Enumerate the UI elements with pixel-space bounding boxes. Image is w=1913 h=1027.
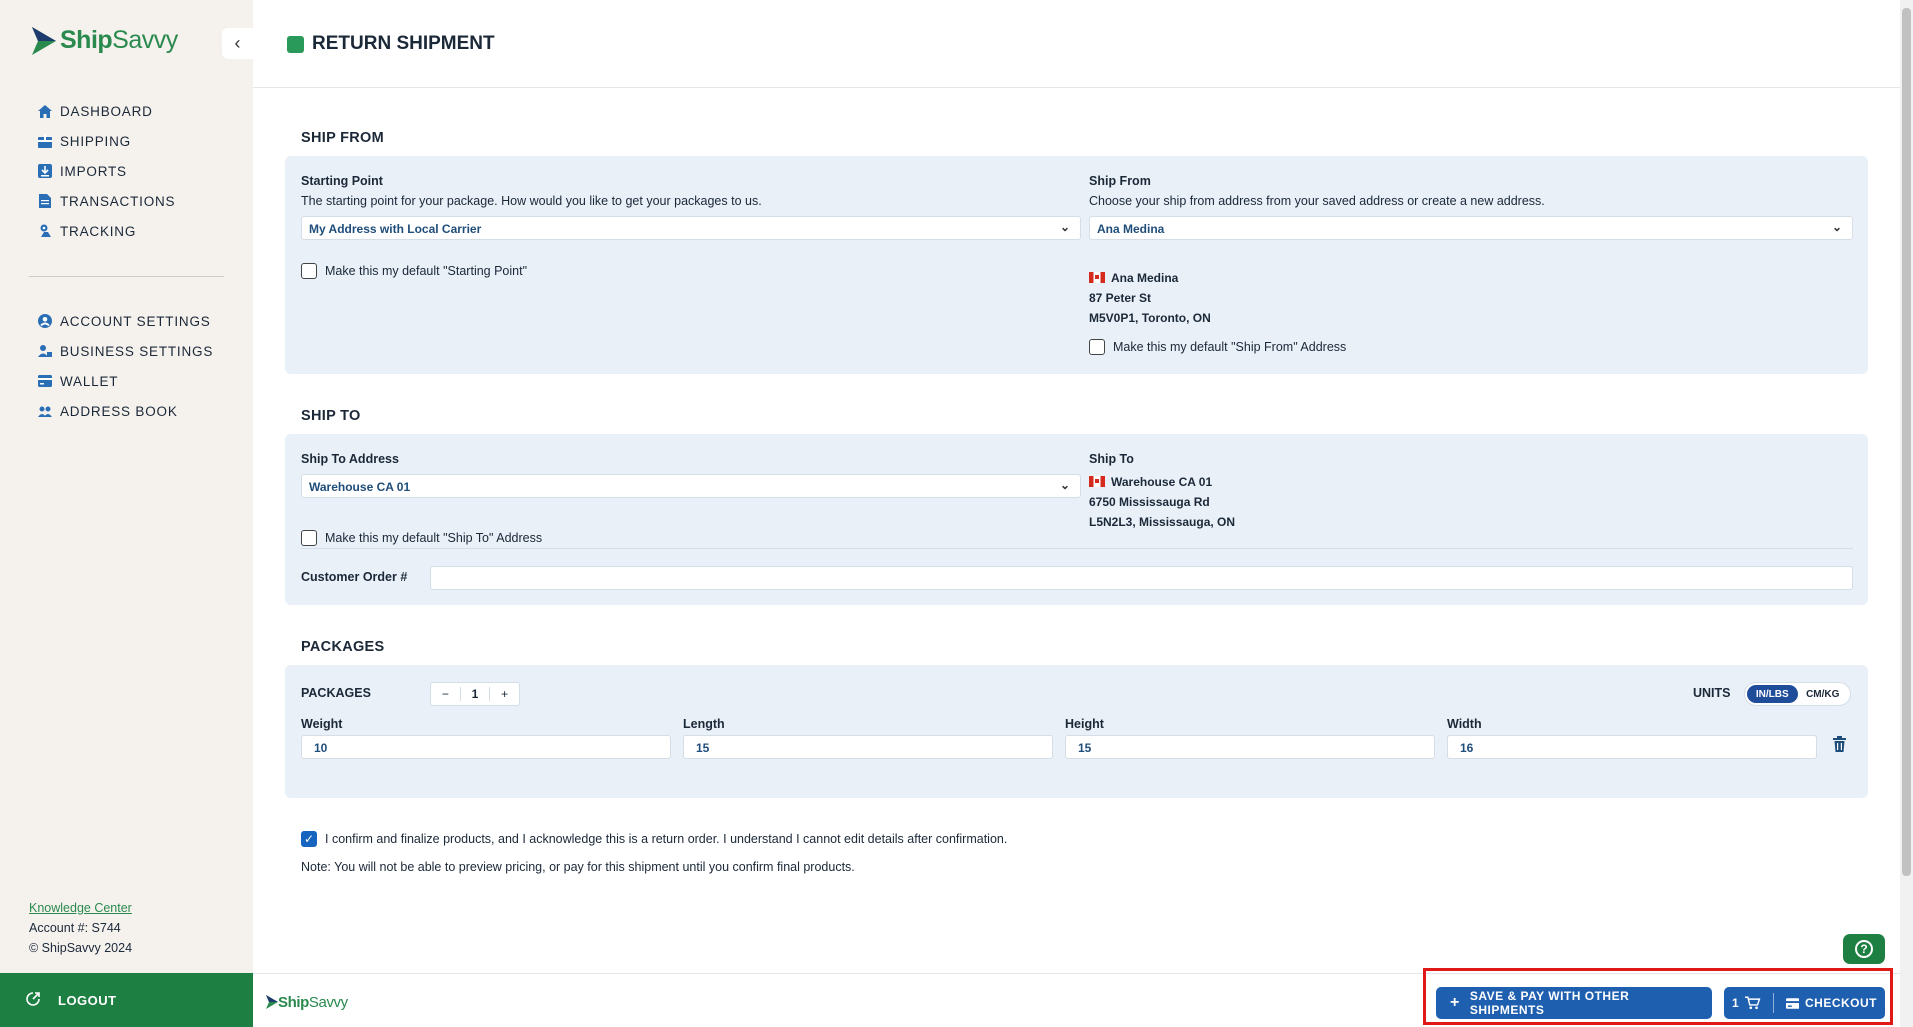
ship-to-panel [285, 434, 1868, 605]
ship-from-select[interactable] [1089, 216, 1853, 240]
chevron-left-icon: ‹ [234, 33, 241, 53]
ship-from-value: Ana Medina [1097, 222, 1165, 236]
trash-icon [1833, 736, 1846, 752]
package-count-stepper[interactable] [430, 682, 520, 706]
ship-to-address-label: Ship To Address [301, 452, 399, 466]
shipsavvy-logo[interactable] [32, 26, 178, 55]
save-pay-label: SAVE & PAY WITH OTHER SHIPMENTS [1469, 989, 1630, 1017]
ship-from-address [1089, 268, 1211, 328]
ship-to-address [1089, 472, 1235, 532]
package-count-value[interactable]: 1 [460, 687, 491, 701]
page-title-text: RETURN SHIPMENT [312, 33, 495, 54]
default-starting-point-label: Make this my default "Starting Point" [325, 264, 528, 278]
collapse-sidebar-button[interactable] [222, 28, 253, 59]
logo-text: ShipSavvy [60, 26, 178, 54]
settings-nav [38, 306, 213, 426]
panel-divider [301, 548, 1853, 549]
nav-item-tracking[interactable] [38, 216, 175, 246]
units-label: UNITS [1693, 686, 1731, 700]
units-toggle[interactable] [1744, 682, 1851, 706]
scrollbar-thumb[interactable] [1902, 8, 1911, 876]
button-divider [1773, 993, 1774, 1013]
page-header [253, 0, 1900, 88]
checkbox-icon[interactable] [301, 530, 317, 546]
logo-mark-icon [266, 995, 278, 1009]
length-label: Length [683, 717, 725, 731]
ship-to-address-name: Warehouse CA 01 [1111, 475, 1213, 489]
decrement-button[interactable]: − [441, 687, 449, 701]
sidebar [0, 0, 253, 1027]
logout-label: LOGOUT [58, 992, 117, 1008]
knowledge-center-link[interactable]: Knowledge Center [29, 901, 132, 915]
nav-label: ACCOUNT SETTINGS [60, 313, 211, 329]
nav-label: ADDRESS BOOK [60, 403, 178, 419]
import-icon [38, 164, 52, 178]
sidebar-footer [29, 898, 132, 958]
nav-label: BUSINESS SETTINGS [60, 343, 214, 359]
unit-metric-option[interactable]: CM/KG [1806, 688, 1840, 700]
starting-point-select[interactable] [301, 216, 1081, 240]
customer-order-input[interactable] [430, 566, 1853, 590]
delete-package-button[interactable] [1833, 736, 1846, 757]
height-label: Height [1065, 717, 1104, 731]
wallet-icon [38, 374, 52, 388]
starting-point-description: The starting point for your package. How would you like to get your packages to us. [301, 194, 762, 208]
packages-panel [285, 665, 1868, 798]
ship-to-address-line1: 6750 Mississauga Rd [1089, 495, 1210, 509]
default-ship-to-checkbox[interactable] [301, 530, 542, 546]
save-pay-with-other-shipments-button[interactable] [1436, 987, 1712, 1019]
logout-button[interactable] [0, 973, 253, 1027]
checkmark-icon[interactable]: ✓ [301, 831, 317, 847]
question-icon: ? [1855, 940, 1873, 958]
nav-item-address-book[interactable] [38, 396, 213, 426]
confirm-products-label: I confirm and finalize products, and I acknowledge this is a return order. I understand I cannot edit details after confirmation. [325, 832, 1008, 846]
nav-item-wallet[interactable] [38, 366, 213, 396]
weight-label: Weight [301, 717, 343, 731]
nav-label: TRANSACTIONS [60, 193, 176, 209]
page-scrollbar[interactable] [1900, 0, 1913, 1027]
nav-item-shipping[interactable] [38, 126, 175, 156]
ship-to-section-title: SHIP TO [301, 408, 361, 424]
confirm-products-checkbox[interactable] [301, 831, 1007, 847]
ship-from-label: Ship From [1089, 174, 1151, 188]
nav-label: IMPORTS [60, 163, 127, 179]
home-icon [38, 104, 52, 118]
logo-mark-icon [32, 27, 56, 55]
checkbox-icon[interactable] [301, 263, 317, 279]
nav-item-imports[interactable] [38, 156, 175, 186]
nav-label: TRACKING [60, 223, 137, 239]
nav-item-transactions[interactable] [38, 186, 175, 216]
packages-count-label: PACKAGES [301, 686, 371, 700]
nav-item-account-settings[interactable] [38, 306, 213, 336]
page-title [287, 33, 495, 55]
footer-logo: ShipSavvy [266, 994, 348, 1011]
ship-from-description: Choose your ship from address from your saved address or create a new address. [1089, 194, 1545, 208]
ship-to-address-value: Warehouse CA 01 [309, 480, 411, 494]
user-circle-icon [38, 314, 52, 328]
nav-item-dashboard[interactable] [38, 96, 175, 126]
main-nav [38, 96, 175, 246]
cart-count: 1 [1732, 996, 1740, 1010]
confirmation-note: Note: You will not be able to preview pricing, or pay for this shipment until you confirm final products. [301, 860, 855, 874]
copyright: © ShipSavvy 2024 [29, 941, 133, 955]
default-starting-point-checkbox[interactable] [301, 263, 527, 279]
plus-icon: + [1450, 994, 1460, 1011]
nav-label: DASHBOARD [60, 103, 153, 119]
nav-label: SHIPPING [60, 133, 131, 149]
width-input[interactable]: 16 [1447, 735, 1817, 759]
chevron-down-icon: ⌄ [1059, 220, 1070, 234]
checkbox-icon[interactable] [1089, 339, 1105, 355]
ship-to-address-line2: L5N2L3, Mississauga, ON [1089, 515, 1236, 529]
ship-from-address-name: Ana Medina [1111, 271, 1179, 285]
width-label: Width [1447, 717, 1482, 731]
packages-section-title: PACKAGES [301, 639, 385, 655]
nav-item-business-settings[interactable] [38, 336, 213, 366]
tracking-icon [38, 224, 52, 238]
height-input[interactable]: 15 [1065, 735, 1435, 759]
canada-flag-icon [1089, 272, 1105, 283]
address-book-icon [38, 404, 52, 418]
nav-divider [29, 276, 224, 277]
help-button[interactable] [1843, 934, 1885, 964]
starting-point-value: My Address with Local Carrier [309, 222, 482, 236]
default-ship-to-label: Make this my default "Ship To" Address [325, 531, 543, 545]
increment-button[interactable]: + [501, 687, 509, 701]
ship-from-panel [285, 156, 1868, 374]
canada-flag-icon [1089, 476, 1105, 487]
ship-to-label: Ship To [1089, 452, 1134, 466]
account-number: Account #: S744 [29, 921, 121, 935]
starting-point-label: Starting Point [301, 174, 383, 188]
default-ship-from-checkbox[interactable] [1089, 339, 1346, 355]
default-ship-from-label: Make this my default "Ship From" Address [1113, 340, 1347, 354]
document-icon [38, 194, 52, 208]
length-input[interactable]: 15 [683, 735, 1053, 759]
package-icon [38, 134, 52, 148]
weight-input[interactable]: 10 [301, 735, 671, 759]
ship-from-address-line2: M5V0P1, Toronto, ON [1089, 311, 1211, 325]
return-package-icon [287, 36, 304, 53]
ship-to-address-select[interactable] [301, 474, 1081, 498]
ship-from-section-title: SHIP FROM [301, 130, 384, 146]
nav-label: WALLET [60, 373, 119, 389]
checkout-label: CHECKOUT [1805, 996, 1878, 1010]
unit-imperial-option[interactable]: IN/LBS [1747, 685, 1798, 703]
chevron-down-icon: ⌄ [1059, 478, 1070, 492]
checkout-button[interactable] [1724, 987, 1885, 1019]
ship-from-address-line1: 87 Peter St [1089, 291, 1152, 305]
chevron-down-icon: ⌄ [1831, 220, 1842, 234]
customer-order-label: Customer Order # [301, 570, 408, 584]
cart-icon [1745, 996, 1760, 1010]
credit-card-icon [1786, 998, 1799, 1009]
business-icon [38, 344, 52, 358]
logout-icon [26, 992, 40, 1009]
